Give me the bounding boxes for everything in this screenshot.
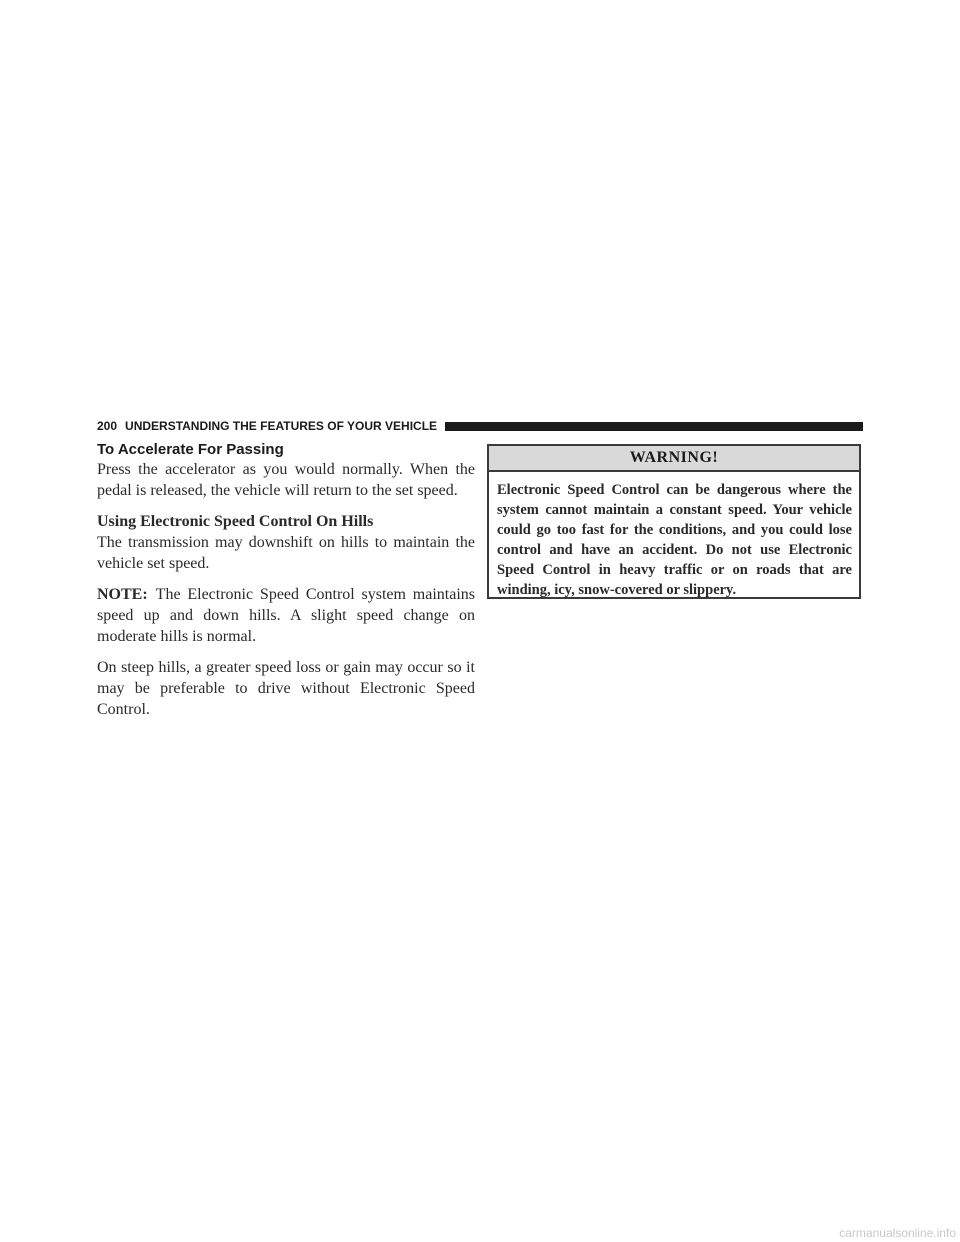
paragraph-hills: The transmission may downshift on hills to maintain the vehicle set speed. xyxy=(97,534,475,572)
watermark: carmanualsonline.info xyxy=(839,1226,956,1240)
warning-body: Electronic Speed Control can be dangerous where the system cannot maintain a constant speed. Your vehicle could go too fast for the conditions, and you could lose control and have an accident. Do not use Electronic Speed Control in heavy traffic or on roads that are winding, icy, snow-covered or slippery. xyxy=(497,482,852,598)
warning-box xyxy=(487,444,861,599)
header-rule xyxy=(445,422,863,431)
left-column xyxy=(97,441,475,720)
note-paragraph xyxy=(97,584,475,647)
note-label: NOTE: xyxy=(97,586,148,603)
warning-title: WARNING! xyxy=(629,449,719,466)
section-title: UNDERSTANDING THE FEATURES OF YOUR VEHICLE xyxy=(125,419,438,433)
warning-title-bar xyxy=(489,446,859,472)
heading-hills: Using Electronic Speed Control On Hills xyxy=(97,513,374,530)
page-number: 200 xyxy=(97,419,118,433)
paragraph-passing: Press the accelerator as you would normally. When the pedal is released, the vehicle will return to the set speed. xyxy=(97,461,475,499)
paragraph-steep-hills: On steep hills, a greater speed loss or gain may occur so it may be preferable to drive without Electronic Speed Control. xyxy=(97,659,475,718)
heading-accelerate-passing: To Accelerate For Passing xyxy=(97,441,284,458)
note-text: The Electronic Speed Control system maintains speed up and down hills. A slight speed change on moderate hills is normal. xyxy=(97,586,475,645)
page-header xyxy=(97,418,863,434)
